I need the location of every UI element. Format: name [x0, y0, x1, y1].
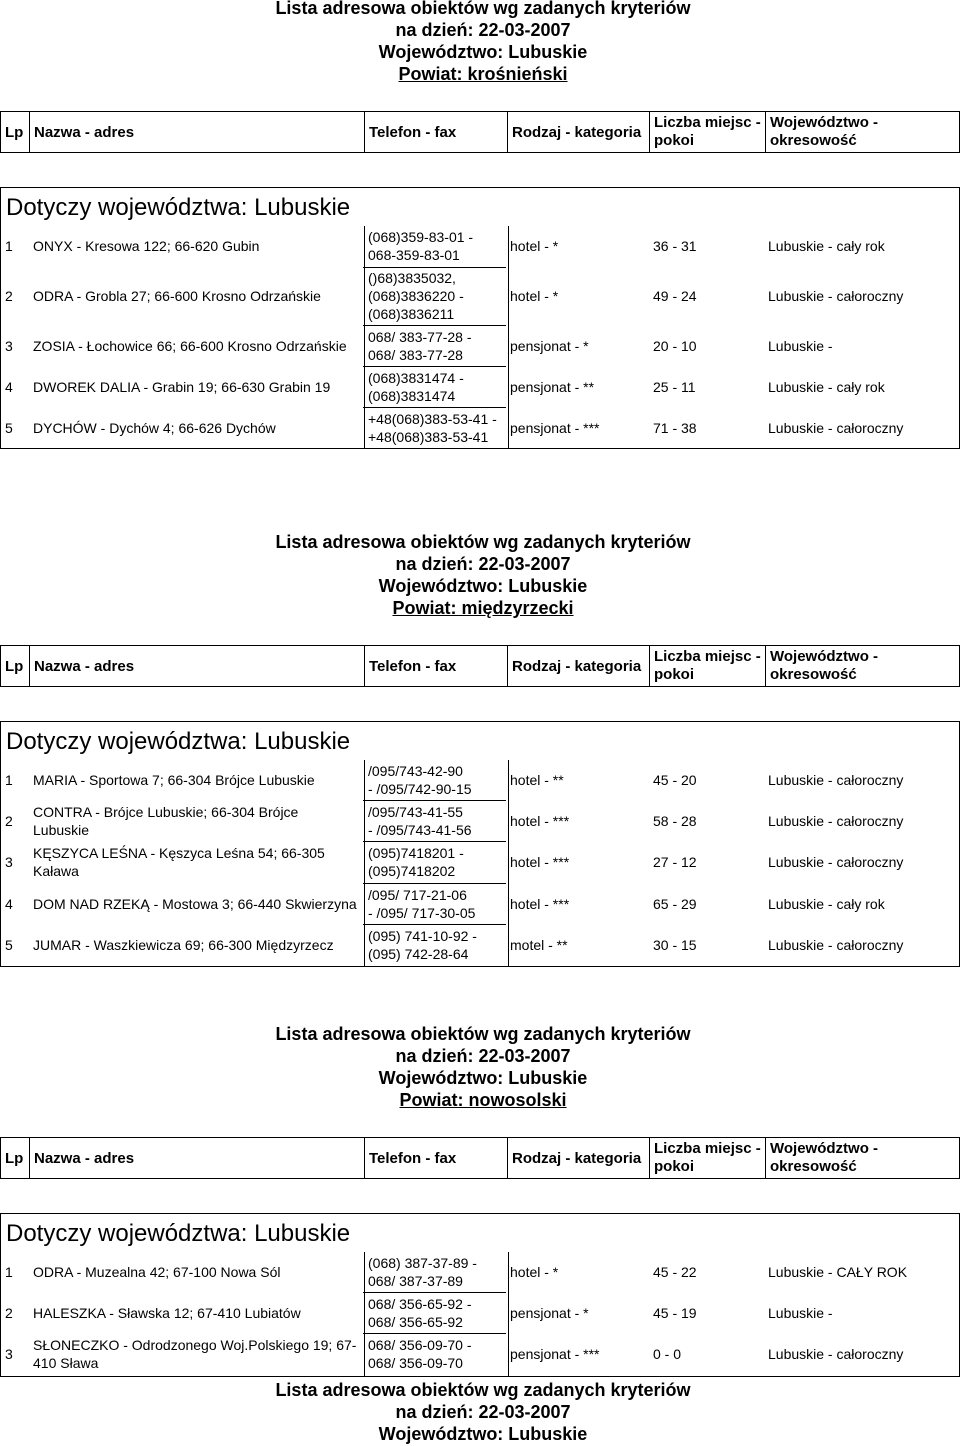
table-row: 2 ODRA - Grobla 27; 66-600 Krosno Odrzańskie ()68)3835032, (068)3836220 - (068)3836211 hotel - * 49 - 24 Lubuskie - całoroczny: [5, 270, 904, 322]
table-row: 4 DWOREK DALIA - Grabin 19; 66-630 Grabin 19 (068)3831474 - (068)3831474 pensjonat - ** 25 - 11 Lubuskie - cały rok: [5, 370, 885, 404]
powiat-title: Powiat: krośnieński: [398, 64, 568, 84]
table-row: 5 DYCHÓW - Dychów 4; 66-626 Dychów +48(068)383-53-41 - +48(068)383-53-41 pensjonat - *** 71 - 38 Lubuskie - całoroczny: [5, 411, 904, 445]
table-row: 4 DOM NAD RZEKĄ - Mostowa 3; 66-440 Skwierzyna /095/ 717-21-06 - /095/ 717-30-05 hotel - *** 65 - 29 Lubuskie - cały rok: [5, 887, 885, 921]
table-row: 3 KĘSZYCA LEŚNA - Kęszyca Leśna 54; 66-305 Kaława (095)7418201 - (095)7418202 hotel - *** 27 - 12 Lubuskie - całoroczny: [5, 845, 904, 879]
table-row: 2 CONTRA - Brójce Lubuskie; 66-304 Brójce Lubuskie /095/743-41-55 - /095/743-41-56 hotel - *** 58 - 28 Lubuskie - całoroczny: [5, 804, 904, 838]
table-header: Lp Nazwa - adres Telefon - fax Rodzaj - kategoria Liczba miejsc - pokoi Województwo - okresowość: [0, 645, 960, 687]
table-row: 1 ODRA - Muzealna 42; 67-100 Nowa Sól (068) 387-37-89 - 068/ 387-37-89 hotel - * 45 - 22 Lubuskie - CAŁY ROK: [5, 1255, 908, 1289]
section-heading: Dotyczy województwa: Lubuskie: [0, 721, 960, 760]
section-heading: Dotyczy województwa: Lubuskie: [0, 187, 960, 226]
table-row: 3 ZOSIA - Łochowice 66; 66-600 Krosno Odrzańskie 068/ 383-77-28 - 068/ 383-77-28 pensjonat - * 20 - 10 Lubuskie -: [5, 329, 833, 363]
table-header: Lp Nazwa - adres Telefon - fax Rodzaj - kategoria Liczba miejsc - pokoi Województwo - okresowość: [0, 111, 960, 153]
table-row: 5 JUMAR - Waszkiewicza 69; 66-300 Międzyrzecz (095) 741-10-92 - (095) 742-28-64 motel - ** 30 - 15 Lubuskie - całoroczny: [5, 928, 904, 962]
report-title: Lista adresowa obiektów wg zadanych kryteriów na dzień: 22-03-2007 Województwo: Lubuskie Powiat: krośnieński: [0, 0, 960, 85]
powiat-title: Powiat: nowosolski: [399, 1090, 567, 1110]
table-row: 1 ONYX - Kresowa 122; 66-620 Gubin (068)359-83-01 - 068-359-83-01 hotel - * 36 - 31 Lubuskie - cały rok: [5, 229, 885, 263]
table-row: 3 SŁONECZKO - Odrodzonego Woj.Polskiego 19; 67-410 Sława 068/ 356-09-70 - 068/ 356-09-70 pensjonat - *** 0 - 0 Lubuskie - całoroczny: [5, 1337, 904, 1371]
report-title: Lista adresowa obiektów wg zadanych kryteriów na dzień: 22-03-2007 Województwo: Lubuskie Powiat: międzyrzecki: [0, 531, 960, 619]
powiat-title: Powiat: międzyrzecki: [392, 598, 574, 618]
table-row: 1 MARIA - Sportowa 7; 66-304 Brójce Lubuskie /095/743-42-90 - /095/742-90-15 hotel - ** 45 - 20 Lubuskie - całoroczny: [5, 763, 904, 797]
section-heading: Dotyczy województwa: Lubuskie: [0, 1213, 960, 1252]
report-title: Lista adresowa obiektów wg zadanych kryteriów na dzień: 22-03-2007 Województwo: Lubuskie Powiat: nowosolski: [0, 1023, 960, 1111]
report-title: Lista adresowa obiektów wg zadanych kryteriów na dzień: 22-03-2007 Województwo: Lubuskie: [275, 1380, 691, 1444]
table-header: Lp Nazwa - adres Telefon - fax Rodzaj - kategoria Liczba miejsc - pokoi Województwo - okresowość: [0, 1137, 960, 1179]
table-row: 2 HALESZKA - Sławska 12; 67-410 Lubiatów 068/ 356-65-92 - 068/ 356-65-92 pensjonat - * 45 - 19 Lubuskie -: [5, 1296, 833, 1330]
